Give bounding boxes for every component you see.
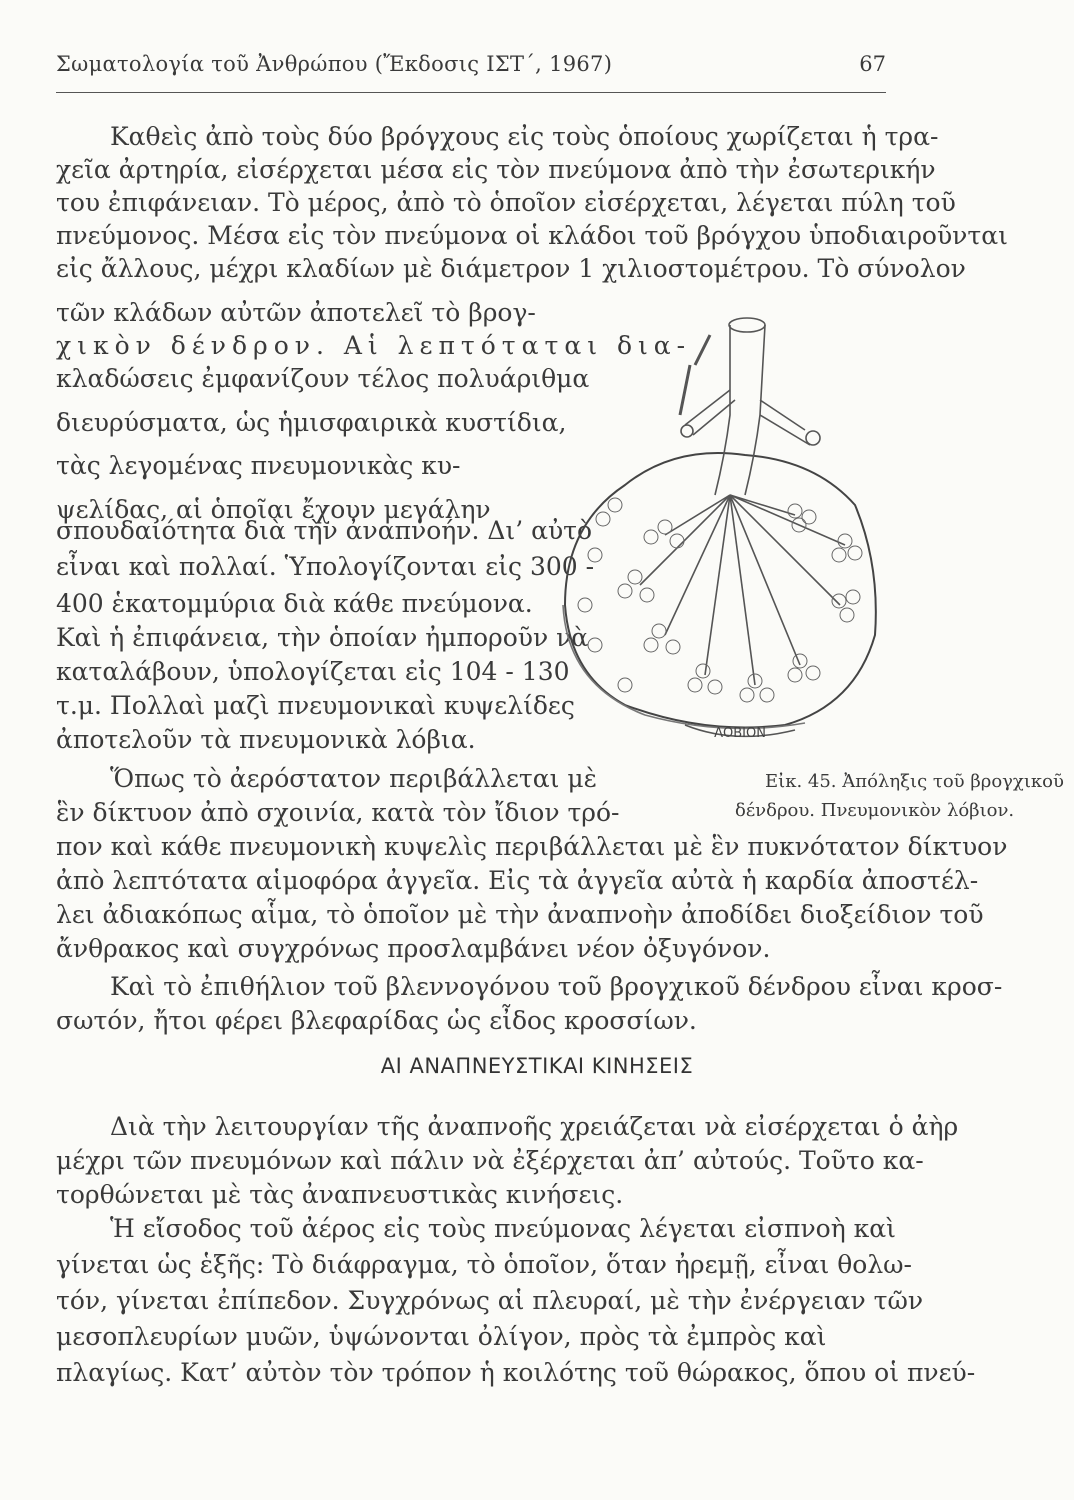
- bronchial-tree-illustration: [555, 305, 885, 765]
- para5-line-2: γίνεται ὡς ἑξῆς: Τὸ διάφραγμα, τὸ ὁποῖον, ὅταν ἠρεμῇ, εἶναι θολω-: [56, 1250, 913, 1279]
- para4-line-1: Διὰ τὴν λειτουργίαν τῆς ἀναπνοῆς χρειάζεται νὰ εἰσέρχεται ὁ ἀὴρ: [110, 1112, 959, 1141]
- figure-label-lobule: ΛΟΒΙΟΝ: [714, 726, 766, 741]
- para5-line-4: μεσοπλευρίων μυῶν, ὑψώνονται ὀλίγον, πρὸς τὰ ἐμπρὸς καὶ: [56, 1322, 827, 1351]
- para1-line-1: Καθεὶς ἀπὸ τοὺς δύο βρόγχους εἰς τοὺς ὁποίους χωρίζεται ἡ τρα-: [110, 122, 939, 151]
- para4-line-3: τορθώνεται μὲ τὰς ἀναπνευστικὰς κινήσεις.: [56, 1180, 624, 1209]
- para2n-line-2: ἓν δίκτυον ἀπὸ σχοινία, κατὰ τὸν ἴδιον τρό-: [56, 798, 620, 827]
- para1n-line-4: διευρύσματα, ὡς ἡμισφαιρικὰ κυστίδια,: [56, 408, 567, 437]
- figure-caption-line-1: Εἰκ. 45. Ἀπόληξις τοῦ βρογχικοῦ: [765, 771, 1064, 792]
- para1n-line-10: Καὶ ἡ ἐπιφάνεια, τὴν ὁποίαν ἠμποροῦν νὰ: [56, 623, 589, 652]
- para1-line-2: χεῖα ἀρτηρία, εἰσέρχεται μέσα εἰς τὸν πνεύμονα ἀπὸ τὴν ἐσωτερικήν: [56, 155, 936, 184]
- para1n-line-3: κλαδώσεις ἐμφανίζουν τέλος πολυάριθμα: [56, 364, 590, 393]
- para2-line-2: ἀπὸ λεπτότατα αἱμοφόρα ἀγγεῖα. Εἰς τὰ ἀγγεῖα αὐτὰ ἡ καρδία ἀποστέλ-: [56, 866, 979, 895]
- para1n-line-13: ἀποτελοῦν τὰ πνευμονικὰ λόβια.: [56, 725, 476, 754]
- page-number: 67: [859, 52, 886, 76]
- para5-line-1: Ἡ εἴσοδος τοῦ ἀέρος εἰς τοὺς πνεύμονας λέγεται εἰσπνοὴ καὶ: [110, 1214, 896, 1243]
- para1n-line-1: τῶν κλάδων αὐτῶν ἀποτελεῖ τὸ βρογ-: [56, 298, 536, 327]
- para1n-line-8: εἶναι καὶ πολλαί. Ὑπολογίζονται εἰς 300 -: [56, 552, 595, 581]
- para2-line-4: ἄνθρακος καὶ συγχρόνως προσλαμβάνει νέον ὀξυγόνον.: [56, 934, 771, 963]
- para4-line-2: μέχρι τῶν πνευμόνων καὶ πάλιν νὰ ἐξέρχεται ἀπ’ αὐτούς. Τοῦτο κα-: [56, 1146, 924, 1175]
- para1-line-5: εἰς ἄλλους, μέχρι κλαδίων μὲ διάμετρον 1 χιλιοστομέτρου. Τὸ σύνολον: [56, 254, 966, 283]
- para1n-line-11: καταλάβουν, ὑπολογίζεται εἰς 104 - 130: [56, 657, 570, 686]
- para2-line-1: πον καὶ κάθε πνευμονικὴ κυψελὶς περιβάλλεται μὲ ἓν πυκνότατον δίκτυον: [56, 832, 1008, 861]
- para2n-line-1: Ὅπως τὸ ἀερόστατον περιβάλλεται μὲ: [110, 764, 598, 793]
- header-title: Σωματολογία τοῦ Ἀνθρώπου (Ἔκδοσις ΙΣΤ΄, 1967): [56, 52, 613, 76]
- para1n-line-2: χικὸν δένδρον. Αἱ λεπτόταται δια-: [56, 331, 692, 360]
- para3-line-1: Καὶ τὸ ἐπιθήλιον τοῦ βλεννογόνου τοῦ βρογχικοῦ δένδρου εἶναι κροσ-: [110, 972, 1003, 1001]
- para2-line-3: λει ἀδιακόπως αἷμα, τὸ ὁποῖον μὲ τὴν ἀναπνοὴν ἀποδίδει διοξείδιον τοῦ: [56, 900, 984, 929]
- para1n-line-9: 400 ἑκατομμύρια διὰ κάθε πνεύμονα.: [56, 589, 533, 618]
- figure-caption-line-2: δένδρου. Πνευμονικὸν λόβιον.: [735, 800, 1015, 821]
- para5-line-3: τόν, γίνεται ἐπίπεδον. Συγχρόνως αἱ πλευραί, μὲ τὴν ἐνέργειαν τῶν: [56, 1286, 924, 1315]
- lobule-figure: [555, 305, 885, 765]
- para1n-line-5: τὰς λεγομένας πνευμονικὰς κυ-: [56, 451, 461, 480]
- para5-line-5: πλαγίως. Κατ’ αὐτὸν τὸν τρόπον ἡ κοιλότης τοῦ θώρακος, ὅπου οἱ πνεύ-: [56, 1358, 976, 1387]
- para3-line-2: σωτόν, ἤτοι φέρει βλεφαρίδας ὡς εἶδος κροσσίων.: [56, 1006, 697, 1035]
- para1n-line-7: σπουδαιότητα διὰ τὴν ἀναπνοήν. Δι’ αὐτὸ: [56, 516, 593, 545]
- para1n-line-6: ψελίδας, αἱ ὁποῖαι ἔχουν μεγάλην: [56, 495, 491, 524]
- para1-line-3: του ἐπιφάνειαν. Τὸ μέρος, ἀπὸ τὸ ὁποῖον εἰσέρχεται, λέγεται πύλη τοῦ: [56, 188, 956, 217]
- section-heading: ΑΙ ΑΝΑΠΝΕΥΣΤΙΚΑΙ ΚΙΝΗΣΕΙΣ: [380, 1054, 694, 1078]
- para1n-line-12: τ.μ. Πολλαὶ μαζὶ πνευμονικαὶ κυψελίδες: [56, 691, 575, 720]
- para1-line-4: πνεύμονος. Μέσα εἰς τὸν πνεύμονα οἱ κλάδοι τοῦ βρόγχου ὑποδιαιροῦνται: [56, 221, 1008, 250]
- running-header: [56, 52, 886, 93]
